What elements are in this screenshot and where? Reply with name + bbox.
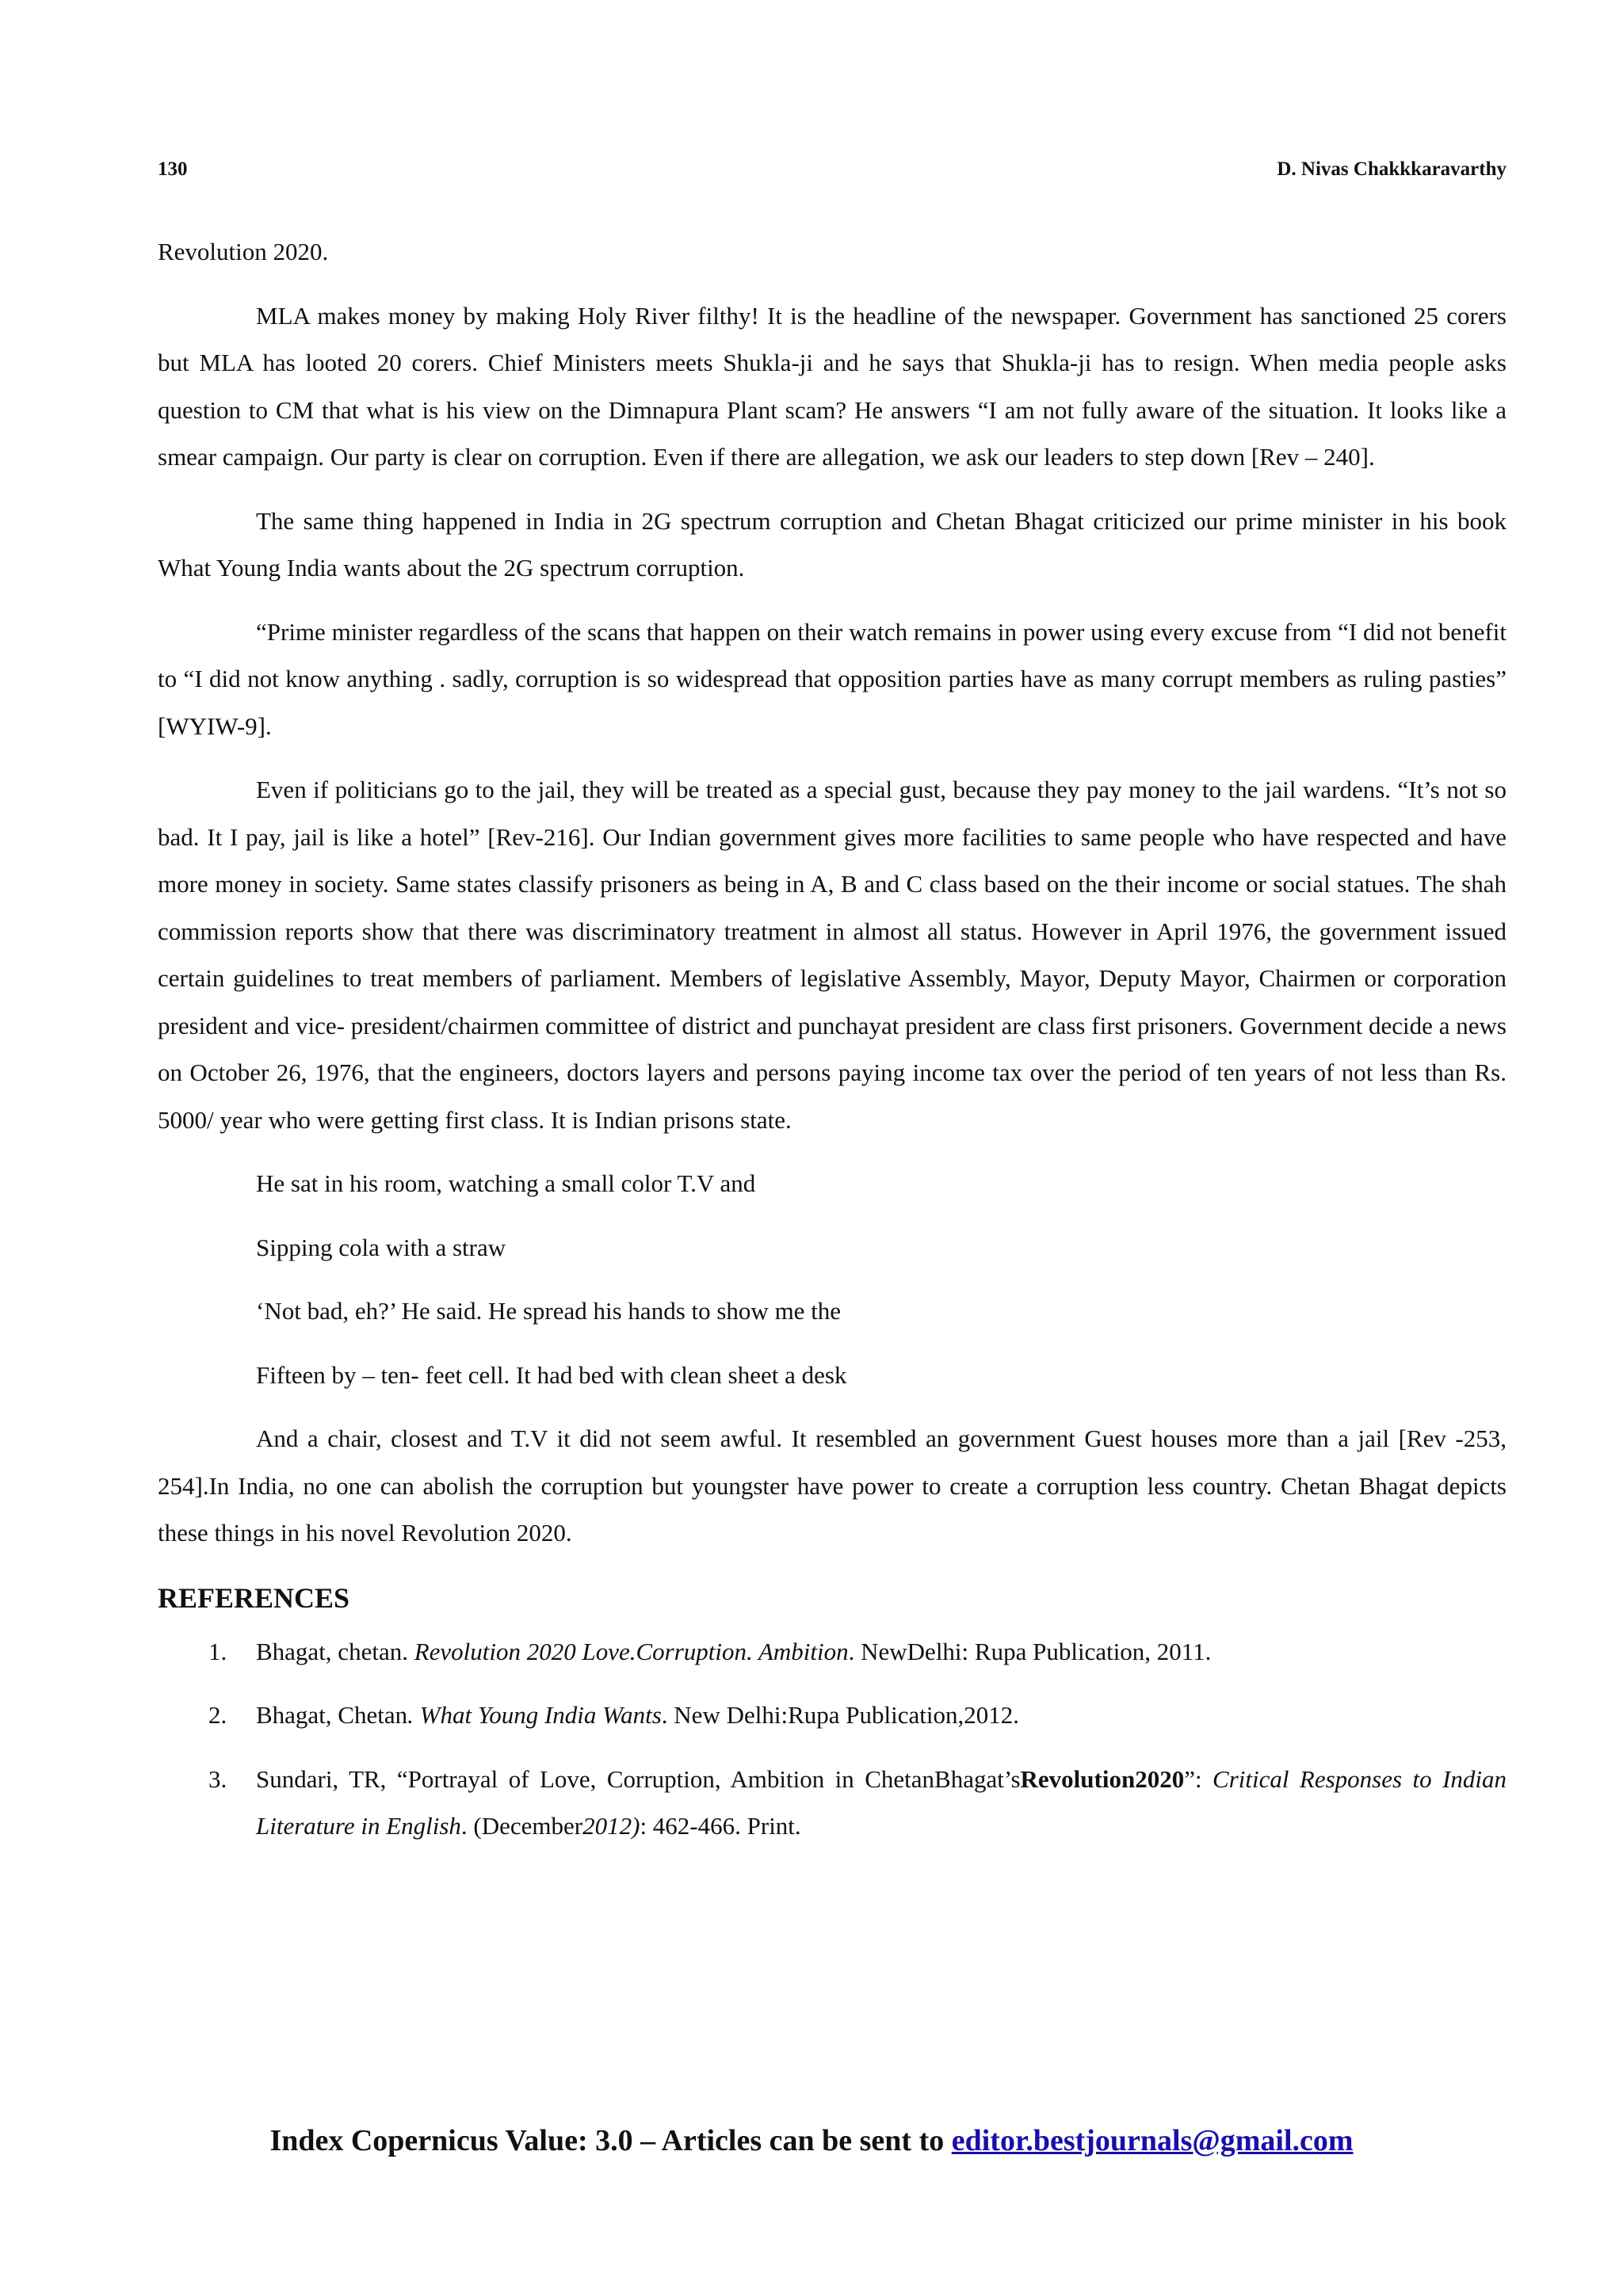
reference-text: Bhagat, Chetan. What Young India Wants. New Delhi:Rupa Publication,2012. (256, 1701, 1019, 1729)
verse-line: ‘Not bad, eh?’ He said. He spread his hands to show me the (256, 1297, 842, 1325)
verse-line: Sipping cola with a straw (256, 1233, 506, 1261)
paragraph: The same thing happened in India in 2G spectrum corruption and Chetan Bhagat criticized our prime minister in his book What Young India wants about the 2G spectrum corruption. (158, 506, 1507, 582)
running-author: D. Nivas Chakkkaravarthy (1277, 158, 1507, 180)
reference-text: Bhagat, chetan. Revolution 2020 Love.Corruption. Ambition. NewDelhi: Rupa Publication, 2011. (256, 1637, 1212, 1665)
reference-text: Sundari, TR, “Portrayal of Love, Corruption, Ambition in ChetanBhagat’sRevolution2020”: Critical Responses to Indian Literature in English. (December2012): 462-466. Print. (256, 1764, 1507, 1840)
page-header (158, 158, 1507, 181)
references-heading: REFERENCES (158, 1581, 350, 1614)
page-footer (0, 2123, 1623, 2158)
reference-title: . What Young India Wants (407, 1701, 662, 1729)
reference-number: 1. (208, 1637, 227, 1665)
paragraph-quote: “Prime minister regardless of the scans that happen on their watch remains in power using every excuse from “I did not benefit to “I did not know anything . sadly, corruption is so widespread that opposition parties have as many corrupt members as ruling pasties” [WYIW-9]. (158, 617, 1507, 740)
page-number: 130 (158, 158, 188, 180)
reference-bold-title: Revolution2020 (1020, 1764, 1185, 1793)
footer-text: Index Copernicus Value: 3.0 – Articles can be sent to (269, 2124, 952, 2157)
reference-number: 2. (208, 1701, 227, 1729)
reference-item (158, 1628, 1507, 1676)
reference-title: Critical Responses to Indian Literature in English (256, 1764, 1507, 1840)
footer-email-link[interactable]: editor.bestjournals@gmail.com (951, 2124, 1354, 2157)
reference-item (158, 1756, 1507, 1850)
paragraph-continuation: Revolution 2020. (158, 238, 329, 265)
paragraph: Even if politicians go to the jail, they will be treated as a special gust, because they pay money to the jail wardens. “It’s not so bad. It I pay, jail is like a hotel” [Rev-216]. Our Indian government gives more facilities to same people who have respected and have more money in society. Same states classify prisoners as being in A, B and C class based on the their income or social statues. The shah commission reports show that there was discriminatory treatment in almost all status. However in April 1976, the government issued certain guidelines to treat members of parliament. Members of legislative Assembly, Mayor, Deputy Mayor, Chairmen or corporation president and vice- president/chairmen committee of district and punchayat president are class first prisoners. Government decide a news on October 26, 1976, that the engineers, doctors layers and persons paying income tax over the period of ten years of not less than Rs. 5000/ year who were getting first class. It is Indian prisons state. (158, 776, 1507, 1134)
closing-paragraph: And a chair, closest and T.V it did not seem awful. It resembled an government Guest houses more than a jail [Rev -253, 254].In India, no one can abolish the corruption but youngster have power to create a corruption less country. Chetan Bhagat depicts these things in his novel Revolution 2020. (158, 1425, 1507, 1547)
reference-item (158, 1691, 1507, 1739)
article-body (158, 228, 1507, 1867)
verse-line: He sat in his room, watching a small color T.V and (256, 1169, 756, 1197)
paragraph: MLA makes money by making Holy River filthy! It is the headline of the newspaper. Government has sanctioned 25 corers but MLA has looted 20 corers. Chief Ministers meets Shukla-ji and he says that Shukla-ji has to resign. When media people asks question to CM that what is his view on the Dimnapura Plant scam? He answers “I am not fully aware of the situation. It looks like a smear campaign. Our party is clear on corruption. Even if there are allegation, we ask our leaders to step down [Rev – 240]. (158, 301, 1507, 471)
verse-line: Fifteen by – ten- feet cell. It had bed with clean sheet a desk (256, 1360, 847, 1389)
references-list (158, 1628, 1507, 1850)
reference-number: 3. (208, 1764, 227, 1793)
reference-title: Revolution 2020 Love.Corruption. Ambition (414, 1637, 849, 1665)
